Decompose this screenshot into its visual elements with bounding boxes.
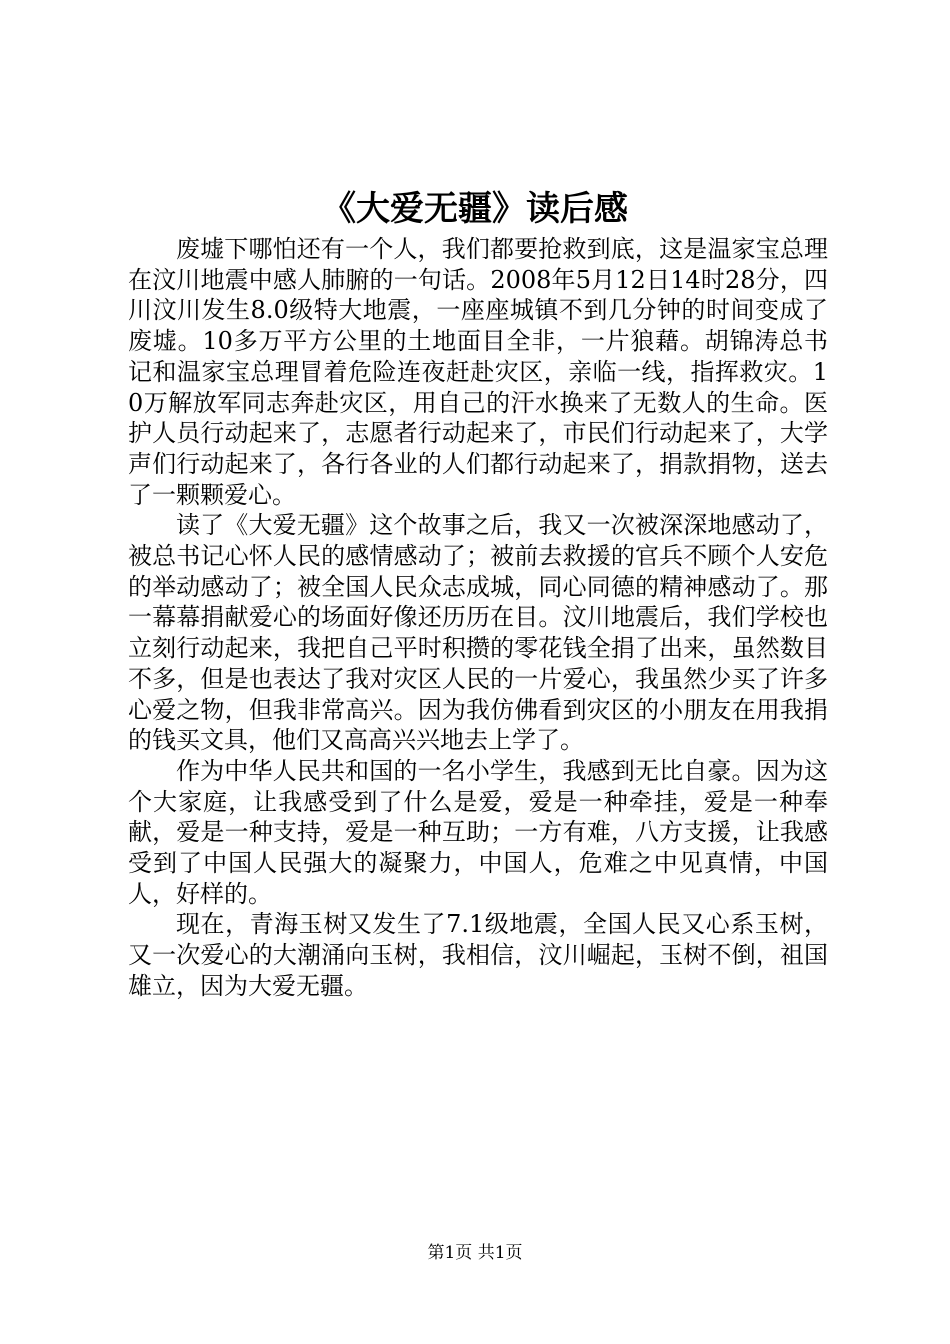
page-footer: 第1页 共1页 [427, 1243, 523, 1263]
paragraph-4: 现在，青海玉树又发生了7.1级地震，全国人民又心系玉树，又一次爱心的大潮涌向玉树，我相信，汶川崛起，玉树不倒，祖国雄立，因为大爱无疆。 [128, 910, 828, 1000]
paragraph-1: 废墟下哪怕还有一个人，我们都要抢救到底，这是温家宝总理在汶川地震中感人肺腑的一句话。2008年5月12日14时28分，四川汶川发生8.0级特大地震，一座座城镇不到几分钟的时间变成了废墟。10多万平方公里的土地面目全非，一片狼藉。胡锦涛总书记和温家宝总理冒着危险连夜赶赴灾区，亲临一线，指挥救灾。10万解放军同志奔赴灾区，用自己的汗水换来了无数人的生命。医护人员行动起来了，志愿者行动起来了，市民们行动起来了，大学声们行动起来了，各行各业的人们都行动起来了，捐款捐物，送去了一颗颗爱心。 [128, 235, 828, 509]
document-body [128, 234, 828, 1002]
paragraph-3: 作为中华人民共和国的一名小学生，我感到无比自豪。因为这个大家庭，让我感受到了什么是爱，爱是一种牵挂，爱是一种奉献，爱是一种支持，爱是一种互助；一方有难，八方支援，让我感受到了中国人民强大的凝聚力，中国人，危难之中见真情，中国人，好样的。 [128, 756, 828, 908]
paragraph-2: 读了《大爱无疆》这个故事之后，我又一次被深深地感动了，被总书记心怀人民的感情感动了；被前去救援的官兵不顾个人安危的举动感动了；被全国人民众志成城，同心同德的精神感动了。那一幕幕捐献爱心的场面好像还历历在目。汶川地震后，我们学校也立刻行动起来，我把自己平时积攒的零花钱全捐了出来，虽然数目不多，但是也表达了我对灾区人民的一片爱心，我虽然少买了许多心爱之物，但我非常高兴。因为我仿佛看到灾区的小朋友在用我捐的钱买文具，他们又高高兴兴地去上学了。 [128, 511, 828, 755]
document-title: 《大爱无疆》读后感 [322, 189, 628, 229]
